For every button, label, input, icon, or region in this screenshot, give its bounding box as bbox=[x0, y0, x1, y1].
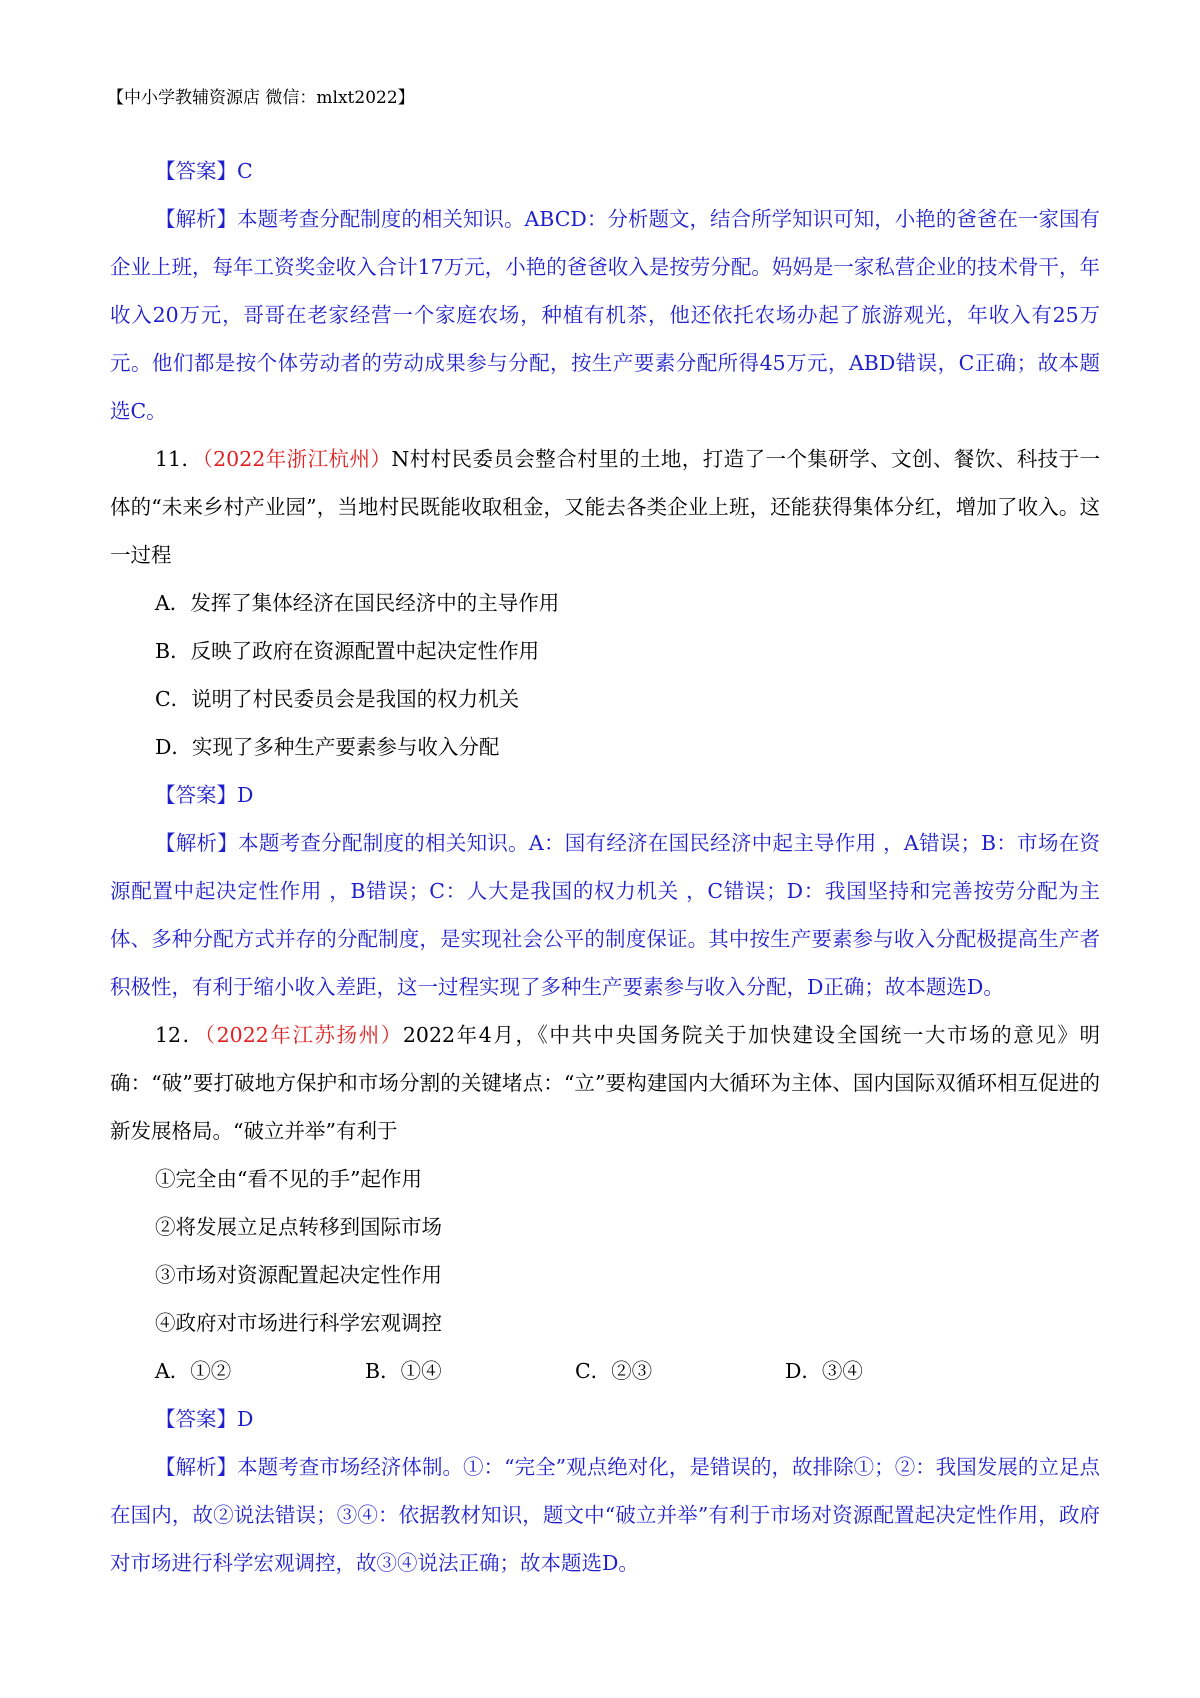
q10-answer bbox=[110, 147, 1100, 195]
q10-answer-label: 【答案】 bbox=[155, 159, 237, 183]
q12-options-row bbox=[110, 1347, 1100, 1395]
q11-answer bbox=[110, 771, 1100, 819]
q11-stem-text: N村村民委员会整合村里的土地，打造了一个集研学、文创、餐饮、科技于一体的“未来乡村产业园”，当地村民既能收取租金，又能去各类企业上班，还能获得集体分红，增加了收入。这一过程 bbox=[110, 447, 1100, 567]
q11-analysis-text: 本题考查分配制度的相关知识。A：国有经济在国民经济中起主导作用 ，A错误；B：市场在资源配置中起决定性作用 ，B错误；C：人大是我国的权力机关 ，C错误；D：我国坚持和完善按劳分配为主体、多种分配方式并存的分配制度，是实现社会公平的制度保证。其中按生产要素参与收入分配极提高生产者积极性，有利于缩小收入差距，这一过程实现了多种生产要素参与收入分配，D正确；故本题选D。 bbox=[110, 831, 1100, 999]
q12-analysis-text: 本题考查市场经济体制。①：“完全”观点绝对化，是错误的，故排除①；②：我国发展的立足点在国内，故②说法错误；③④：依据教材知识，题文中“破立并举”有利于市场对资源配置起决定性作用，政府对市场进行科学宏观调控，故③④说法正确；故本题选D。 bbox=[110, 1455, 1100, 1575]
q12-option-c: C．②③ bbox=[575, 1359, 653, 1383]
q11-option-d: D．实现了多种生产要素参与收入分配 bbox=[155, 735, 500, 759]
q11-stem bbox=[110, 435, 1100, 579]
q12-stem bbox=[110, 1011, 1100, 1155]
q12-analysis bbox=[110, 1443, 1100, 1587]
q12-statement-2: ②将发展立足点转移到国际市场 bbox=[155, 1215, 442, 1239]
q12-option-a: A．①② bbox=[155, 1359, 232, 1383]
q12-statement-4: ④政府对市场进行科学宏观调控 bbox=[155, 1311, 442, 1335]
q12-number: 12． bbox=[155, 1023, 205, 1047]
q11-number: 11． bbox=[155, 447, 203, 471]
document-content bbox=[110, 147, 1100, 1587]
q12-option-d: D．③④ bbox=[785, 1359, 863, 1383]
q11-answer-label: 【答案】 bbox=[155, 783, 237, 807]
q11-option-c: C．说明了村民委员会是我国的权力机关 bbox=[155, 687, 520, 711]
page-header: 【中小学教辅资源店 微信：mlxt2022】 bbox=[107, 88, 415, 108]
q12-stem-text: 2022年4月，《中共中央国务院关于加快建设全国统一大市场的意见》明确：“破”要打破地方保护和市场分割的关键堵点：“立”要构建国内大循环为主体、国内国际双循环相互促进的新发展格局。“破立并举”有利于 bbox=[110, 1023, 1100, 1143]
q11-option-b: B．反映了政府在资源配置中起决定性作用 bbox=[155, 639, 540, 663]
q11-source: （2022年浙江杭州） bbox=[202, 447, 392, 471]
q12-answer bbox=[110, 1395, 1100, 1443]
q10-answer-value: C bbox=[237, 159, 253, 183]
q12-option-b: B．①④ bbox=[365, 1359, 442, 1383]
q12-statement-3: ③市场对资源配置起决定性作用 bbox=[155, 1263, 442, 1287]
q11-answer-value: D bbox=[237, 783, 254, 807]
q12-answer-label: 【答案】 bbox=[155, 1407, 237, 1431]
q10-analysis-text: 本题考查分配制度的相关知识。ABCD：分析题文，结合所学知识可知，小艳的爸爸在一家国有企业上班，每年工资奖金收入合计17万元，小艳的爸爸收入是按劳分配。妈妈是一家私营企业的技术骨干，年收入20万元，哥哥在老家经营一个家庭农场，种植有机茶，他还依托农场办起了旅游观光，年收入有25万元。他们都是按个体劳动者的劳动成果参与分配，按生产要素分配所得45万元，ABD错误，C正确；故本题选C。 bbox=[110, 207, 1100, 423]
q12-statement-1: ①完全由“看不见的手”起作用 bbox=[155, 1167, 422, 1191]
q12-answer-value: D bbox=[237, 1407, 254, 1431]
q11-analysis-label: 【解析】 bbox=[155, 831, 239, 855]
q12-analysis-label: 【解析】 bbox=[155, 1455, 238, 1479]
q10-analysis bbox=[110, 195, 1100, 435]
q11-option-a: A．发挥了集体经济在国民经济中的主导作用 bbox=[155, 591, 560, 615]
q10-analysis-label: 【解析】 bbox=[155, 207, 238, 231]
q11-analysis bbox=[110, 819, 1100, 1011]
q12-source: （2022年江苏扬州） bbox=[204, 1023, 403, 1047]
